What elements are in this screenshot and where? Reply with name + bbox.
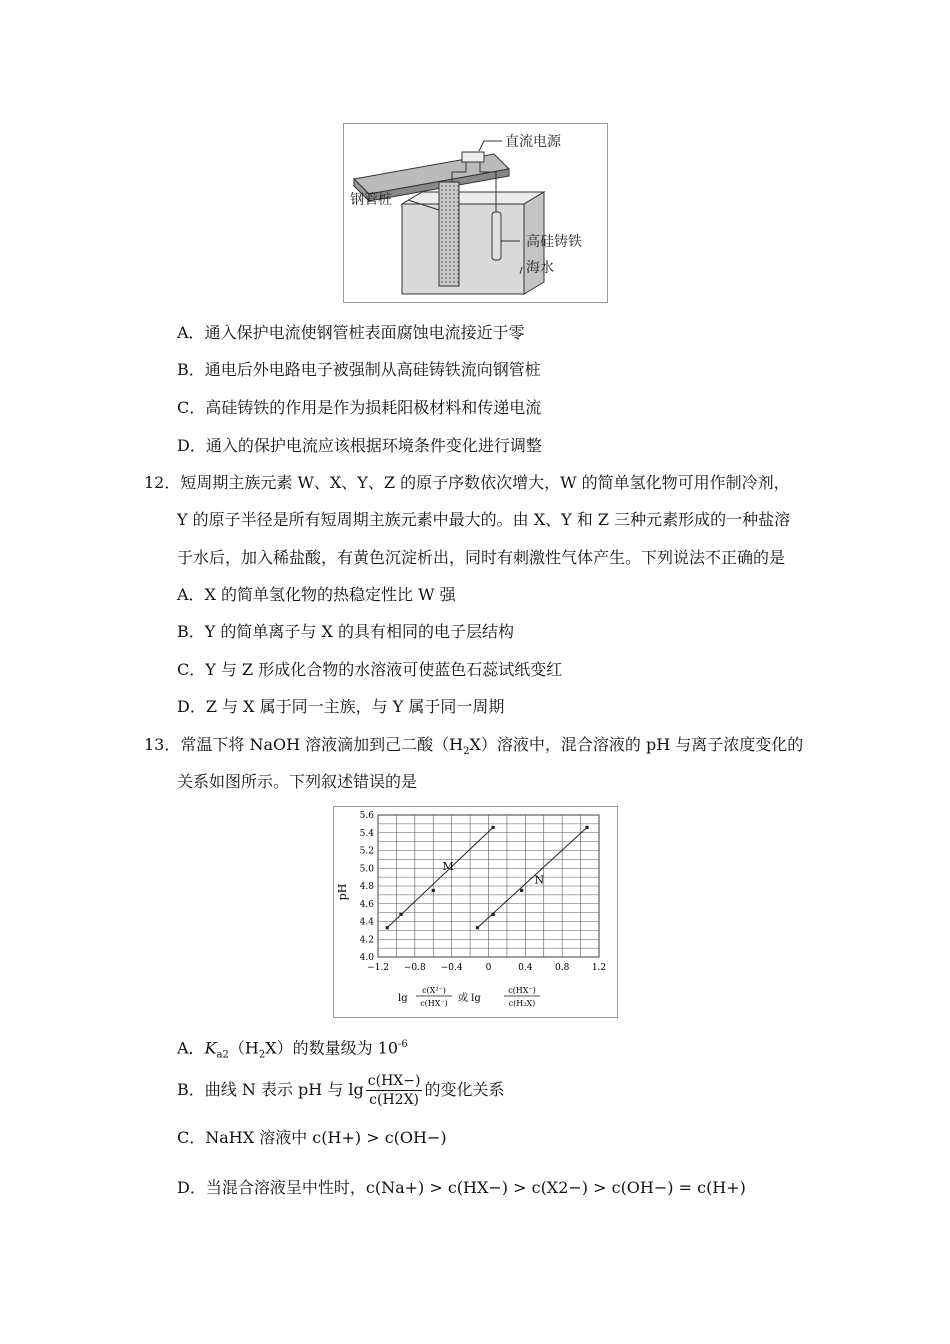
q12-stem-line-1: 12．短周期主族元素 W、X、Y、Z 的原子序数依次增大，W 的简单氢化物可用作制冷剂， (144, 473, 790, 492)
label-sea-water: 海水 (526, 260, 554, 276)
series-point-M (399, 913, 402, 916)
q13-stem-line-1: 13．常温下将 NaOH 溶液滴加到己二酸$(H_2X)$溶液中，混合溶液的 pH 与离子浓度变化的 (144, 735, 804, 758)
y-tick-label: 5.4 (359, 828, 374, 839)
label-power-source: 直流电源 (505, 134, 561, 150)
series-label-M: M (442, 860, 454, 874)
power-source-box (462, 152, 484, 162)
series-label-N: N (534, 873, 545, 887)
q12-option-a: A．X 的简单氢化物的热稳定性比 W 强 (177, 585, 456, 604)
q12-stem-line-3: 于水后，加入稀盐酸，有黄色沉淀析出，同时有刺激性气体产生。下列说法不正确的是 (177, 548, 786, 567)
y-tick-label: 4.6 (359, 899, 374, 910)
x-label-or-lg: 或 lg (458, 993, 481, 1004)
x-tick-label: 1.2 (591, 963, 607, 973)
x-label-lg-1: lg (398, 993, 408, 1004)
x-label-left-num: c(X²⁻) (422, 986, 446, 995)
series-point-N (476, 926, 479, 929)
silicon-iron-anode (492, 212, 501, 260)
x-tick-label: −0.8 (403, 963, 426, 973)
x-tick-label: −1.2 (367, 963, 389, 973)
y-tick-label: 5.2 (359, 846, 374, 857)
y-tick-label: 5.0 (359, 864, 374, 875)
x-tick-label: 0 (485, 963, 492, 973)
y-tick-label: 4.0 (359, 953, 374, 963)
label-steel-pile: 钢管桩 (350, 192, 392, 208)
x-tick-label: 0.8 (555, 963, 570, 973)
y-tick-label: 4.4 (359, 917, 374, 928)
series-point-M (386, 926, 389, 929)
sea-water-tank (402, 204, 524, 294)
y-tick-label: 5.6 (359, 811, 374, 821)
q11-option-a: A．通入保护电流使钢管桩表面腐蚀电流接近于零 (177, 323, 525, 342)
q13-option-a: A．$K_{a2}(H_2X)$的数量级为 $10^{-6}$ (177, 1038, 408, 1061)
y-tick-label: 4.8 (359, 882, 374, 892)
ph-chart-figure (333, 806, 618, 1018)
series-point-M (492, 826, 495, 829)
y-tick-labels (360, 811, 375, 963)
cathodic-protection-figure (343, 123, 608, 303)
label-anode: 高硅铸铁 (526, 234, 582, 250)
q12-option-d: D．Z 与 X 属于同一主族，与 Y 属于同一周期 (177, 697, 505, 716)
q11-option-d: D．通入的保护电流应该根据环境条件变化进行调整 (177, 436, 542, 455)
q12-stem-line-2: Y 的原子半径是所有短周期主族元素中最大的。由 X、Y 和 Z 三种元素形成的一种盐溶 (177, 510, 791, 529)
q12-option-c: C．Y 与 Z 形成化合物的水溶液可使蓝色石蕊试纸变红 (177, 660, 563, 679)
x-tick-label: 0.4 (518, 963, 533, 973)
q11-option-b: B．通电后外电路电子被强制从高硅铸铁流向钢管桩 (177, 360, 541, 379)
steel-pile (439, 182, 459, 286)
cathodic-protection-diagram (344, 124, 607, 302)
y-axis-label: pH (336, 883, 349, 901)
y-tick-label: 4.2 (359, 935, 374, 946)
x-tick-labels (367, 963, 606, 973)
ph-chart (334, 807, 617, 1017)
q13-option-d: D．当混合溶液呈中性时，c(Na+) > c(HX−) > c(X2−) > c(OH−) = c(H+) (177, 1178, 746, 1197)
x-tick-label: −0.4 (440, 963, 463, 973)
q13-number: 13． (144, 735, 181, 754)
x-label-right-num: c(HX⁻) (508, 986, 536, 995)
q13-option-c: C．NaHX 溶液中 c(H+) > c(OH−) (177, 1128, 447, 1147)
q11-option-c: C．高硅铸铁的作用是作为损耗阳极材料和传递电流 (177, 398, 542, 417)
x-label-left-den: c(HX⁻) (420, 999, 448, 1008)
q13-stem-line-2: 关系如图所示。下列叙述错误的是 (177, 772, 418, 791)
series-point-N (520, 889, 523, 892)
series-point-N (585, 826, 588, 829)
q13-option-b-fraction: $\frac{c(HX-)}{c(H2X)}$ (367, 1073, 421, 1108)
q12-number: 12． (144, 473, 181, 492)
series-point-M (432, 889, 435, 892)
q12-option-b: B．Y 的简单离子与 X 的具有相同的电子层结构 (177, 622, 514, 641)
x-label-right-den: c(H₂X) (508, 999, 536, 1008)
q13-option-b: B．曲线 N 表示 pH 与 lg $\frac{c(HX-)}{c(H2X)}$ 的变化关系 (177, 1073, 505, 1108)
chart-grid (378, 815, 599, 957)
series-point-N (492, 913, 495, 916)
